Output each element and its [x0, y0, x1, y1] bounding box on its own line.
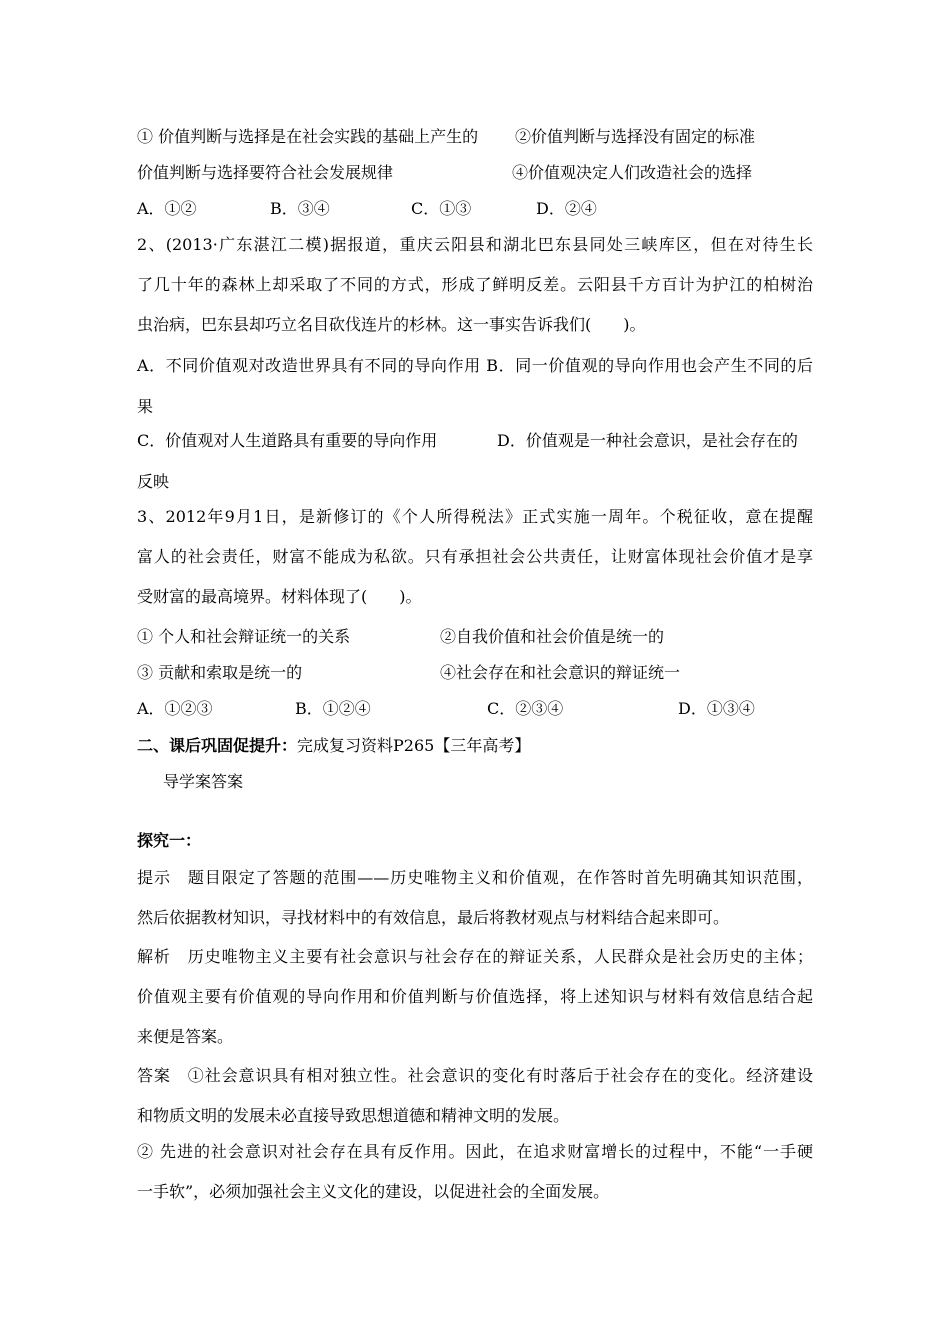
section-2-text: 完成复习资料P265【三年高考】: [297, 736, 531, 755]
q1-option-4: ④价值观决定人们改造社会的选择: [512, 163, 753, 182]
q3-option-2: ②自我价值和社会价值是统一的: [440, 627, 665, 646]
q1-option-1: ① 价值判断与选择是在社会实践的基础上产生的: [137, 127, 479, 146]
section-2-heading: 二、课后巩固促提升：: [137, 736, 298, 755]
hint-line-1: 提示 题目限定了答题的范围——历史唯物主义和价值观，在作答时首先明确其知识范围，: [137, 868, 813, 887]
answer-line-2: 和物质文明的发展未必直接导致思想道德和精神文明的发展。: [137, 1106, 570, 1125]
analysis-line-3: 来便是答案。: [137, 1027, 234, 1046]
section-2-line: [137, 736, 530, 756]
q2-option-d: D．价值观是一种社会意识，是社会存在的: [497, 431, 798, 450]
answer-title: 导学案答案: [163, 772, 244, 791]
q3-choice-c: C．②③④: [487, 699, 564, 718]
analysis-line-1: 解析 历史唯物主义主要有社会意识与社会存在的辩证关系，人民群众是社会历史的主体；: [137, 947, 813, 966]
q1-choice-b: B．③④: [270, 199, 330, 218]
q1-option-2: ②价值判断与选择没有固定的标准: [515, 127, 756, 146]
hint-line-2: 然后依据教材知识，寻找材料中的有效信息，最后将教材观点与材料结合起来即可。: [137, 908, 730, 927]
q2-option-d-continued: 反映: [137, 472, 170, 491]
q2-option-b-continued: 果: [137, 397, 154, 416]
answer-line-1: 答案 ①社会意识具有相对独立性。社会意识的变化有时落后于社会存在的变化。经济建设: [137, 1066, 813, 1085]
q2-stem-line-1: 2、(2013·广东湛江二模)据报道，重庆云阳县和湖北巴东县同处三峡库区，但在对待生长: [137, 235, 813, 254]
explore-1-heading: 探究一：: [137, 831, 202, 850]
q3-choice-a: A．①②③: [137, 699, 213, 718]
q3-stem-line-3: 受财富的最高境界。材料体现了( )。: [137, 587, 422, 606]
q1-choice-a: A．①②: [137, 199, 197, 218]
q3-stem-line-1: 3、2012年9月1日，是新修订的《个人所得税法》正式实施一周年。个税征收，意在提醒: [137, 507, 813, 526]
q3-choice-d: D．①③④: [678, 699, 755, 718]
q1-choice-c: C．①③: [411, 199, 472, 218]
analysis-line-2: 价值观主要有价值观的导向作用和价值判断与价值选择，将上述知识与材料有效信息结合起: [137, 987, 813, 1006]
q3-choice-b: B．①②④: [295, 699, 371, 718]
q2-options-ab: A．不同价值观对改造世界具有不同的导向作用 B．同一价值观的导向作用也会产生不同的后: [137, 356, 813, 375]
q1-option-3: 价值判断与选择要符合社会发展规律: [137, 163, 394, 182]
q3-option-1: ① 个人和社会辩证统一的关系: [137, 627, 351, 646]
q2-stem-line-2: 了几十年的森林上却采取了不同的方式，形成了鲜明反差。云阳县千方百计为护江的柏树治: [137, 275, 813, 294]
q2-stem-line-3: 虫治病，巴东县却巧立名目砍伐连片的杉林。这一事实告诉我们( )。: [137, 315, 646, 334]
q1-choice-d: D．②④: [536, 199, 597, 218]
answer-line-3: ② 先进的社会意识对社会存在具有反作用。因此，在追求财富增长的过程中，不能“一手硬: [137, 1142, 813, 1161]
q3-option-3: ③ 贡献和索取是统一的: [137, 663, 303, 682]
q3-option-4: ④社会存在和社会意识的辩证统一: [440, 663, 681, 682]
q2-option-c: C．价值观对人生道路具有重要的导向作用: [137, 431, 438, 450]
answer-line-4: 一手软”，必须加强社会主义文化的建设，以促进社会的全面发展。: [137, 1182, 610, 1201]
q3-stem-line-2: 富人的社会责任，财富不能成为私欲。只有承担社会公共责任，让财富体现社会价值才是享: [137, 547, 813, 566]
